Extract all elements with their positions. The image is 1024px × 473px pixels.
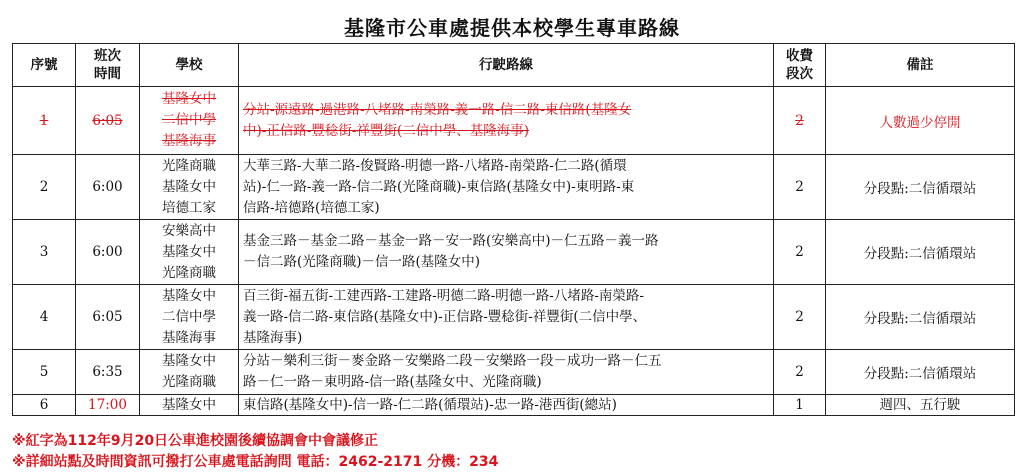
row-seq: 1 (13, 87, 76, 155)
row-route (239, 220, 774, 285)
school-name: 光隆商職 (162, 374, 216, 390)
school-name: 基隆女中 (162, 353, 216, 369)
row-seq: 5 (13, 350, 76, 395)
page-title: 基隆市公車處提供本校學生專車路線 (344, 16, 680, 40)
header-remark: 備註 (826, 44, 1015, 87)
row-schools (140, 285, 239, 350)
row-time: 6:35 (76, 350, 140, 395)
table-row (13, 87, 1015, 155)
school-name: 基隆女中 (162, 287, 216, 304)
row-schools (140, 87, 239, 155)
header-fare (774, 44, 826, 87)
row-time: 17:00 (76, 395, 140, 416)
row-fare: 2 (774, 220, 826, 285)
table-row (13, 285, 1015, 350)
route-line: 基金三路－基金二路－基金一路－安一路(安樂高中)－仁五路－義一路 (243, 233, 659, 249)
route-line: －信二路(光隆商職)－信一路(基隆女中) (243, 254, 481, 270)
route-line: 信路-培德路(培德工家) (243, 199, 380, 216)
header-time-line2: 時間 (94, 66, 121, 82)
header-route: 行駛路線 (239, 44, 774, 87)
table-header-row (13, 44, 1015, 87)
route-line: 分站-源遠路-過港路-八堵路-南榮路-義一路-信二路-東信路(基隆女 (243, 101, 632, 118)
row-remark: 分段點:二信循環站 (826, 155, 1015, 220)
header-time-line1: 班次 (94, 48, 121, 64)
school-name: 光隆商職 (162, 157, 216, 174)
route-line: 義一路-信二路-東信路(基隆女中)-正信路-豐稔街-祥豐街(二信中學、 (243, 308, 647, 325)
row-route (239, 155, 774, 220)
school-name: 基隆女中 (162, 243, 216, 260)
route-line: 路－仁一路－東明路-信一路(基隆女中、光隆商職) (243, 374, 542, 390)
header-seq: 序號 (13, 44, 76, 87)
row-remark: 分段點:二信循環站 (826, 220, 1015, 285)
school-name: 光隆商職 (162, 264, 216, 281)
row-seq: 3 (13, 220, 76, 285)
row-time: 6:00 (76, 220, 140, 285)
school-name: 二信中學 (162, 308, 216, 325)
row-schools (140, 395, 239, 416)
row-remark: 人數過少停開 (826, 87, 1015, 155)
school-name: 安樂高中 (162, 222, 216, 239)
row-time: 6:05 (76, 87, 140, 155)
row-seq: 4 (13, 285, 76, 350)
row-remark: 週四、五行駛 (826, 395, 1015, 416)
row-fare: 2 (774, 87, 826, 155)
school-name: 二信中學 (162, 112, 216, 128)
header-fare-line2: 段次 (786, 66, 813, 82)
row-route (239, 87, 774, 155)
row-schools (140, 350, 239, 395)
row-seq: 6 (13, 395, 76, 416)
row-time: 6:00 (76, 155, 140, 220)
footnote-contact: ※詳細站點及時間資訊可撥打公車處電話詢問 電話：2462-2171 分機：234 (12, 454, 499, 470)
header-time (76, 44, 140, 87)
row-route (239, 350, 774, 395)
route-line: 分站－樂利三街－麥金路－安樂路二段－安樂路一段－成功一路－仁五 (243, 353, 662, 369)
row-fare: 1 (774, 395, 826, 416)
row-fare: 2 (774, 285, 826, 350)
school-name: 基隆女中 (162, 91, 216, 107)
route-line: 站)-仁一路-義一路-信二路(光隆商職)-東信路(基隆女中)-東明路-東 (243, 178, 635, 195)
row-time: 6:05 (76, 285, 140, 350)
row-schools (140, 155, 239, 220)
row-schools (140, 220, 239, 285)
table-row (13, 155, 1015, 220)
route-line: 百三街-福五街-工建西路-工建路-明德二路-明德一路-八堵路-南榮路- (243, 287, 644, 304)
row-remark: 分段點:二信循環站 (826, 350, 1015, 395)
row-route (239, 395, 774, 416)
header-school: 學校 (140, 44, 239, 87)
row-remark: 分段點:二信循環站 (826, 285, 1015, 350)
table-row (13, 350, 1015, 395)
school-name: 基隆女中 (162, 397, 216, 413)
school-name: 基隆海事 (162, 329, 216, 346)
route-line: 中)-正信路-豐稔街-祥豐街(二信中學、基隆海事) (243, 122, 529, 139)
row-route (239, 285, 774, 350)
header-fare-line1: 收費 (786, 48, 813, 64)
route-line: 大華三路-大華二路-俊賢路-明德一路-八堵路-南榮路-仁二路(循環 (243, 157, 627, 174)
footnote-correction: ※紅字為112年9月20日公車進校園後續協調會中會議修正 (12, 433, 379, 449)
row-fare: 2 (774, 155, 826, 220)
school-name: 基隆海事 (162, 133, 216, 149)
school-name: 培德工家 (162, 199, 216, 216)
table-row (13, 220, 1015, 285)
row-fare: 2 (774, 350, 826, 395)
row-seq: 2 (13, 155, 76, 220)
route-table (12, 43, 1015, 416)
table-row (13, 395, 1015, 416)
route-line: 東信路(基隆女中)-信一路-仁二路(循環站)-忠一路-港西街(總站) (243, 397, 617, 413)
school-name: 基隆女中 (162, 178, 216, 195)
route-line: 基隆海事) (243, 329, 303, 346)
